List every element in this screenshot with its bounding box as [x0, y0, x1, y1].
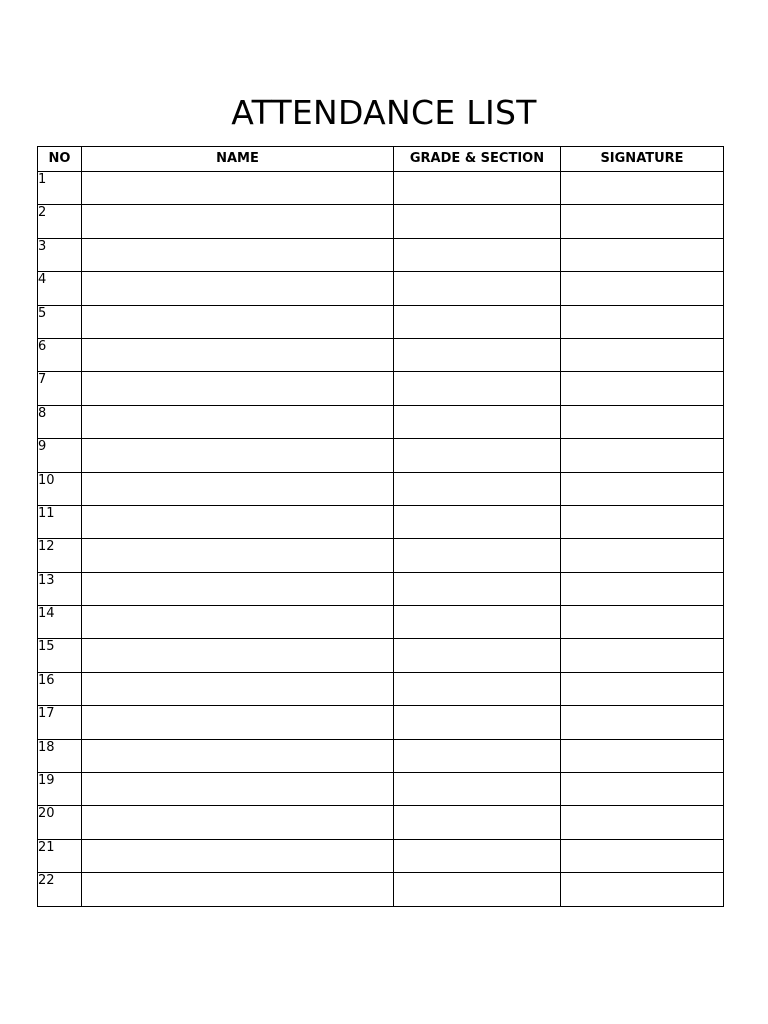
signature-cell[interactable] — [561, 439, 724, 472]
table-row — [38, 472, 724, 505]
name-cell[interactable] — [82, 672, 394, 705]
row-number-cell: 1 — [38, 172, 82, 205]
table-row — [38, 706, 724, 739]
name-cell[interactable] — [82, 205, 394, 238]
name-cell[interactable] — [82, 272, 394, 305]
name-cell[interactable] — [82, 305, 394, 338]
grade-section-cell[interactable] — [394, 706, 561, 739]
grade-section-cell[interactable] — [394, 372, 561, 405]
table-row — [38, 839, 724, 872]
signature-cell[interactable] — [561, 773, 724, 806]
grade-section-cell[interactable] — [394, 505, 561, 538]
signature-cell[interactable] — [561, 405, 724, 438]
name-cell[interactable] — [82, 572, 394, 605]
row-number-cell: 22 — [38, 873, 82, 906]
grade-section-cell[interactable] — [394, 839, 561, 872]
attendance-table — [37, 146, 724, 907]
name-cell[interactable] — [82, 539, 394, 572]
grade-section-cell[interactable] — [394, 639, 561, 672]
row-number-cell: 3 — [38, 238, 82, 271]
row-number-cell: 13 — [38, 572, 82, 605]
row-number-cell: 17 — [38, 706, 82, 739]
table-row — [38, 505, 724, 538]
name-cell[interactable] — [82, 873, 394, 906]
column-header-name: NAME — [82, 147, 394, 172]
row-number-cell: 20 — [38, 806, 82, 839]
column-header-no: NO — [38, 147, 82, 172]
table-row — [38, 272, 724, 305]
signature-cell[interactable] — [561, 739, 724, 772]
name-cell[interactable] — [82, 505, 394, 538]
signature-cell[interactable] — [561, 706, 724, 739]
grade-section-cell[interactable] — [394, 172, 561, 205]
grade-section-cell[interactable] — [394, 272, 561, 305]
signature-cell[interactable] — [561, 172, 724, 205]
name-cell[interactable] — [82, 706, 394, 739]
column-header-signature: SIGNATURE — [561, 147, 724, 172]
table-row — [38, 806, 724, 839]
table-row — [38, 205, 724, 238]
grade-section-cell[interactable] — [394, 305, 561, 338]
grade-section-cell[interactable] — [394, 572, 561, 605]
grade-section-cell[interactable] — [394, 205, 561, 238]
name-cell[interactable] — [82, 773, 394, 806]
grade-section-cell[interactable] — [394, 606, 561, 639]
column-header-grade-section: GRADE & SECTION — [394, 147, 561, 172]
table-row — [38, 338, 724, 371]
signature-cell[interactable] — [561, 672, 724, 705]
row-number-cell: 14 — [38, 606, 82, 639]
table-row — [38, 773, 724, 806]
signature-cell[interactable] — [561, 205, 724, 238]
table-row — [38, 305, 724, 338]
name-cell[interactable] — [82, 405, 394, 438]
grade-section-cell[interactable] — [394, 405, 561, 438]
table-body — [38, 172, 724, 907]
row-number-cell: 4 — [38, 272, 82, 305]
grade-section-cell[interactable] — [394, 338, 561, 371]
table-row — [38, 405, 724, 438]
name-cell[interactable] — [82, 439, 394, 472]
row-number-cell: 11 — [38, 505, 82, 538]
name-cell[interactable] — [82, 338, 394, 371]
signature-cell[interactable] — [561, 572, 724, 605]
name-cell[interactable] — [82, 739, 394, 772]
row-number-cell: 9 — [38, 439, 82, 472]
signature-cell[interactable] — [561, 505, 724, 538]
signature-cell[interactable] — [561, 472, 724, 505]
grade-section-cell[interactable] — [394, 739, 561, 772]
grade-section-cell[interactable] — [394, 539, 561, 572]
grade-section-cell[interactable] — [394, 773, 561, 806]
name-cell[interactable] — [82, 839, 394, 872]
signature-cell[interactable] — [561, 338, 724, 371]
grade-section-cell[interactable] — [394, 806, 561, 839]
table-row — [38, 172, 724, 205]
row-number-cell: 5 — [38, 305, 82, 338]
table-row — [38, 372, 724, 405]
grade-section-cell[interactable] — [394, 238, 561, 271]
name-cell[interactable] — [82, 606, 394, 639]
row-number-cell: 6 — [38, 338, 82, 371]
table-row — [38, 439, 724, 472]
table-row — [38, 572, 724, 605]
row-number-cell: 7 — [38, 372, 82, 405]
row-number-cell: 10 — [38, 472, 82, 505]
signature-cell[interactable] — [561, 639, 724, 672]
name-cell[interactable] — [82, 472, 394, 505]
table-row — [38, 238, 724, 271]
signature-cell[interactable] — [561, 238, 724, 271]
grade-section-cell[interactable] — [394, 439, 561, 472]
signature-cell[interactable] — [561, 272, 724, 305]
row-number-cell: 8 — [38, 405, 82, 438]
row-number-cell: 15 — [38, 639, 82, 672]
table-row — [38, 672, 724, 705]
signature-cell[interactable] — [561, 806, 724, 839]
page-title: ATTENDANCE LIST — [231, 93, 537, 132]
signature-cell[interactable] — [561, 839, 724, 872]
row-number-cell: 19 — [38, 773, 82, 806]
table-row — [38, 639, 724, 672]
grade-section-cell[interactable] — [394, 672, 561, 705]
row-number-cell: 16 — [38, 672, 82, 705]
row-number-cell: 12 — [38, 539, 82, 572]
grade-section-cell[interactable] — [394, 472, 561, 505]
table-header-row — [38, 147, 724, 172]
name-cell[interactable] — [82, 372, 394, 405]
row-number-cell: 2 — [38, 205, 82, 238]
table-row — [38, 739, 724, 772]
signature-cell[interactable] — [561, 372, 724, 405]
row-number-cell: 21 — [38, 839, 82, 872]
signature-cell[interactable] — [561, 873, 724, 906]
signature-cell[interactable] — [561, 305, 724, 338]
grade-section-cell[interactable] — [394, 873, 561, 906]
table-row — [38, 606, 724, 639]
signature-cell[interactable] — [561, 606, 724, 639]
name-cell[interactable] — [82, 639, 394, 672]
row-number-cell: 18 — [38, 739, 82, 772]
table-row — [38, 873, 724, 906]
name-cell[interactable] — [82, 238, 394, 271]
table-row — [38, 539, 724, 572]
name-cell[interactable] — [82, 806, 394, 839]
name-cell[interactable] — [82, 172, 394, 205]
signature-cell[interactable] — [561, 539, 724, 572]
